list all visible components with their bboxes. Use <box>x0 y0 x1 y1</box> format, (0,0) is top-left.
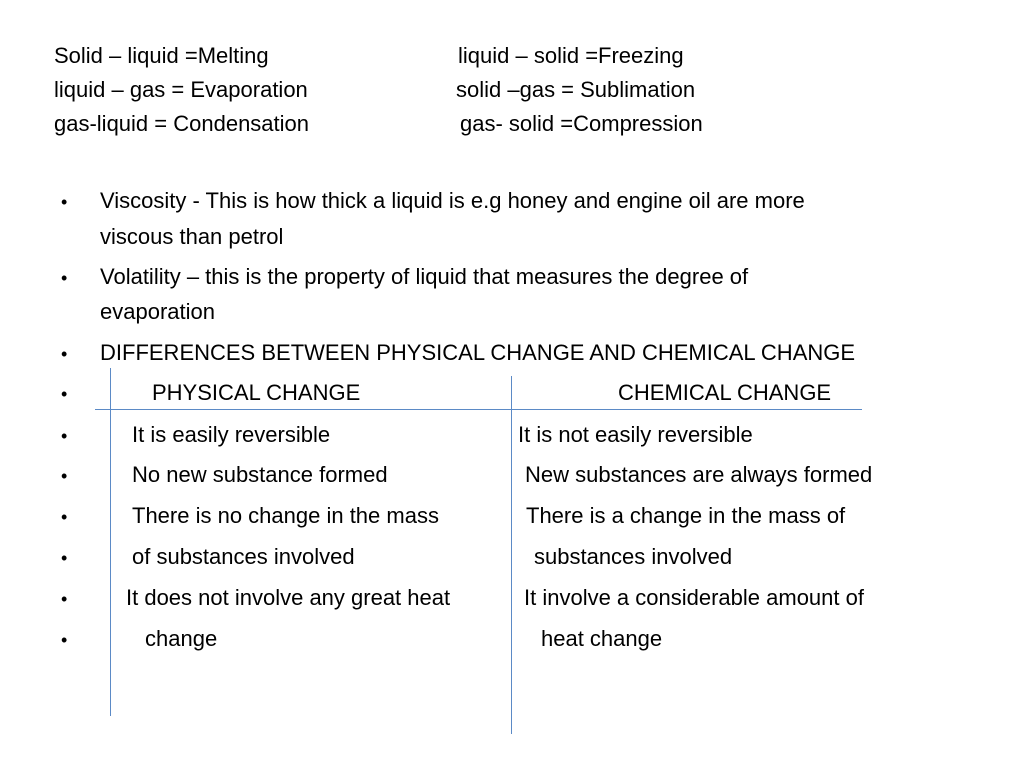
volatility-text: Volatility – this is the property of liquid that measures the degree of <box>100 264 749 289</box>
phase-change-left: Solid – liquid =Melting <box>54 43 269 68</box>
bullet-icon: • <box>61 384 68 404</box>
table-header-rule <box>95 409 862 410</box>
bullet-icon: • <box>61 466 68 486</box>
table-cell-chemical: New substances are always formed <box>525 462 873 487</box>
table-cell-chemical: There is a change in the mass of <box>526 503 846 528</box>
viscosity-text: Viscosity - This is how thick a liquid is e.g honey and engine oil are more <box>100 188 805 213</box>
volatility-text-cont: evaporation <box>100 299 215 324</box>
bullet-icon: • <box>61 507 68 527</box>
table-cell-physical: change <box>145 626 218 651</box>
table-cell-chemical: substances involved <box>534 544 733 569</box>
table-cell-chemical: heat change <box>541 626 663 651</box>
phase-change-right: gas- solid =Compression <box>460 111 703 136</box>
phase-change-right: solid –gas = Sublimation <box>456 77 696 102</box>
bullet-icon: • <box>61 630 68 650</box>
table-cell-chemical: It involve a considerable amount of <box>524 585 864 610</box>
table-left-border <box>110 368 111 716</box>
table-cell-physical: There is no change in the mass <box>132 503 439 528</box>
bullet-icon: • <box>61 426 68 446</box>
table-cell-physical: It does not involve any great heat <box>126 585 451 610</box>
bullet-icon: • <box>61 548 68 568</box>
table-column-divider <box>511 376 512 734</box>
bullet-icon: • <box>61 344 68 364</box>
bullet-icon: • <box>61 192 68 212</box>
table-cell-physical: It is easily reversible <box>132 422 331 447</box>
table-cell-physical: No new substance formed <box>132 462 388 487</box>
table-cell-physical: of substances involved <box>132 544 355 569</box>
table-cell-chemical: It is not easily reversible <box>518 422 753 447</box>
phase-change-left: liquid – gas = Evaporation <box>54 77 308 102</box>
header-physical: PHYSICAL CHANGE <box>152 380 361 405</box>
bullet-icon: • <box>61 589 68 609</box>
bullet-icon: • <box>61 268 68 288</box>
header-chemical: CHEMICAL CHANGE <box>618 380 832 405</box>
differences-heading: DIFFERENCES BETWEEN PHYSICAL CHANGE AND CHEMICAL CHANGE <box>100 340 856 365</box>
phase-change-left: gas-liquid = Condensation <box>54 111 310 136</box>
phase-change-right: liquid – solid =Freezing <box>458 43 684 68</box>
viscosity-text-cont: viscous than petrol <box>100 224 284 249</box>
